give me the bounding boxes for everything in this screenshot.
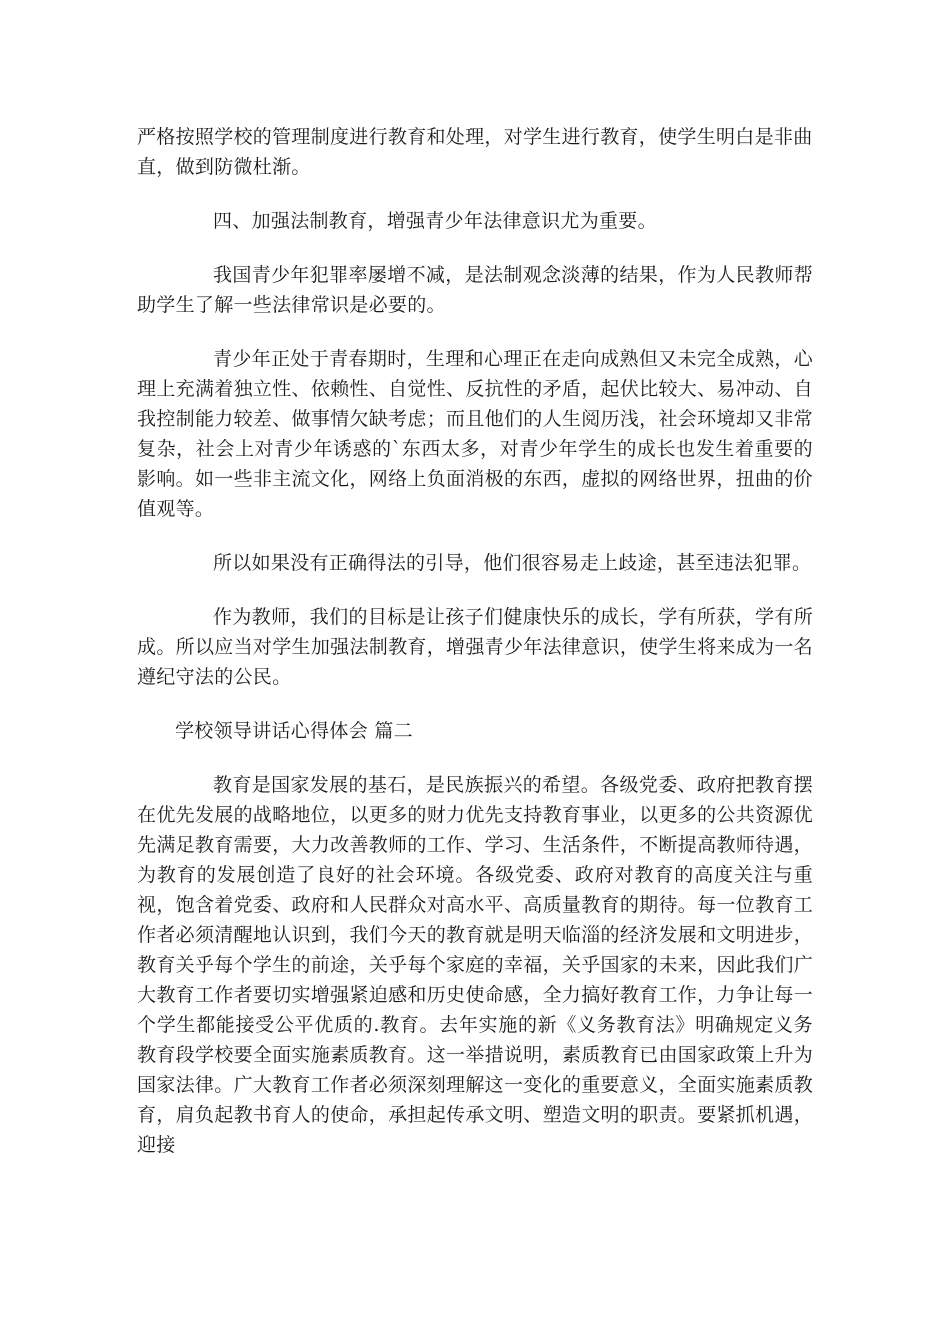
text-line: 育工作者要切实增强紧迫感和历史使命感，全力搞好教育工作，力争让每一个学	[137, 984, 813, 1036]
text-line: 值观等。	[137, 498, 215, 520]
text-line: 所以如果没有正确得法的引导，他们很容易走上歧途，甚至违法犯罪。	[213, 552, 812, 574]
section-heading-four	[137, 206, 813, 236]
text-line: 肩负起教书育人的使命，承担起传承文明、塑造文明的职责。要紧抓机遇，迎接	[137, 1104, 813, 1156]
text-line: 法律。广大教育工作者必须深刻理解这一变化的重要意义，全面实施素质教育，	[137, 1074, 813, 1126]
text-line: 先满足教育需要，大力改善教师的工作、学习、生活条件，不断提高教师待遇，	[137, 834, 813, 856]
text-line: 在优先发展的战略地位，以更多的财力优先支持教育事业，以更多的公共资源优	[137, 804, 813, 826]
text-line: 助学生了解一些法律常识是必要的。	[137, 294, 446, 316]
text-line: 教育是国家发展的基石，是民族振兴的希望。各级党委、政府把教育摆	[213, 774, 813, 796]
text-line: 生都能接受公平优质的.教育。去年实施的新《义务教育法》明确规定义务教育	[137, 1014, 813, 1066]
text-line: 关乎每个学生的前途，关乎每个家庭的幸福，关乎国家的未来，因此我们广大教	[137, 954, 813, 1006]
text-line: 影响。如一些非主流文化，网络上负面消极的东西，虚拟的网络世界，扭曲的价	[137, 468, 813, 490]
text-line: 直，做到防微杜渐。	[137, 156, 311, 178]
text-line: 段学校要全面实施素质教育。这一举措说明，素质教育已由国家政策上升为国家	[137, 1044, 813, 1096]
paragraph-continuation	[137, 122, 813, 182]
document-page	[137, 122, 813, 1184]
paragraph-guidance	[137, 548, 813, 578]
text-line: 复杂，社会上对青少年诱惑的`东西太多，对青少年学生的成长也发生着重要的	[137, 438, 813, 460]
text-line: 必须清醒地认识到，我们今天的教育就是明天临淄的经济发展和文明进步，教育	[137, 924, 813, 976]
text-line: 青少年正处于青春期时，生理和心理正在走向成熟但又未完全成熟，心	[213, 348, 813, 370]
text-line: 为教育的发展创造了良好的社会环境。各级党委、政府对教育的高度关注与重视，	[137, 864, 813, 916]
text-line: 饱含着党委、政府和人民群众对高水平、高质量教育的期待。每一位教育工作者	[137, 894, 813, 946]
text-line: 理上充满着独立性、依赖性、自觉性、反抗性的矛盾，起伏比较大、易冲动、自	[137, 378, 813, 400]
text-line: 四、加强法制教育，增强青少年法律意识尤为重要。	[213, 210, 657, 232]
paragraph-teacher-goal	[137, 602, 813, 692]
text-line: 学校领导讲话心得体会 篇二	[175, 720, 413, 742]
paragraph-legal-awareness	[137, 260, 813, 320]
text-line: 作为教师，我们的目标是让孩子们健康快乐的成长，学有所获，学有所	[213, 606, 813, 628]
text-line: 我控制能力较差、做事情欠缺考虑；而且他们的人生阅历浅，社会环境却又非常	[137, 408, 813, 430]
paragraph-adolescence	[137, 344, 813, 524]
text-line: 成。所以应当对学生加强法制教育，增强青少年法律意识，使学生将来成为一名	[137, 636, 813, 658]
text-line: 遵纪守法的公民。	[137, 666, 292, 688]
text-line: 我国青少年犯罪率屡增不减，是法制观念淡薄的结果，作为人民教师帮	[213, 264, 813, 286]
paragraph-education-foundation	[137, 770, 813, 1160]
article-heading-part-two	[137, 716, 813, 746]
text-line: 严格按照学校的管理制度进行教育和处理，对学生进行教育，使学生明白是非曲	[137, 126, 813, 148]
